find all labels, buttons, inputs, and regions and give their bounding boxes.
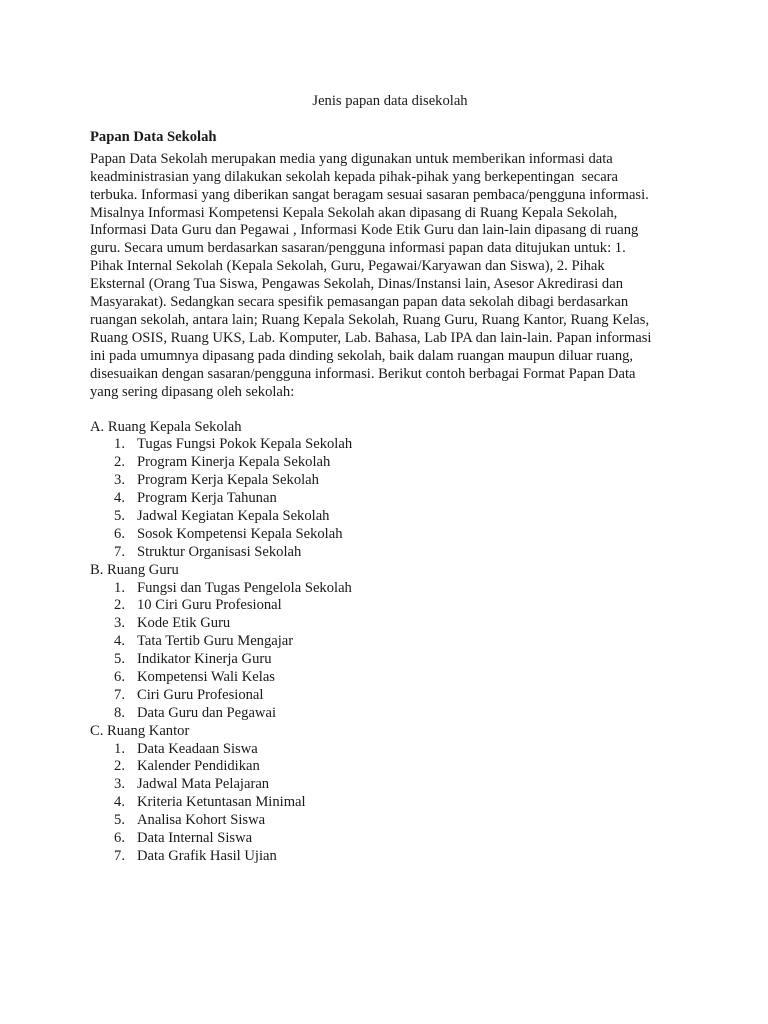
list-item [90, 508, 690, 526]
list-item [90, 741, 690, 759]
list-item [90, 526, 690, 544]
intro-line: terbuka. Informasi yang diberikan sangat beragam sesuai sasaran pembaca/pengguna informasi. [90, 186, 649, 203]
room-item-list [90, 580, 690, 723]
list-item-number: 7. [114, 686, 125, 703]
list-item-text: Analisa Kohort Siswa [137, 812, 266, 829]
list-item-text: Kode Etik Guru [137, 615, 231, 632]
list-item-text: Fungsi dan Tugas Pengelola Sekolah [137, 579, 352, 596]
list-item-number: 3. [114, 615, 125, 632]
list-item-number: 1. [114, 436, 125, 453]
list-item [90, 472, 690, 490]
intro-line: Informasi Data Guru dan Pegawai , Informasi Kode Etik Guru dan lain-lain dipasang di ruang [90, 222, 639, 239]
list-item-number: 6. [114, 525, 125, 542]
list-item-number: 7. [114, 543, 125, 560]
list-item-text: Tugas Fungsi Pokok Kepala Sekolah [137, 436, 353, 453]
intro-line: disesuaikan dengan sasaran/pengguna informasi. Berikut contoh berbagai Format Papan Data [90, 365, 636, 382]
list-item [90, 848, 690, 866]
intro-line: yang sering dipasang oleh sekolah: [90, 383, 295, 400]
document-title: Jenis papan data disekolah [312, 93, 468, 109]
intro-line: ini pada umumnya dipasang pada dinding sekolah, baik dalam ruangan maupun diluar ruang, [90, 347, 634, 364]
list-item-number: 6. [114, 669, 125, 685]
list-item-text: 10 Ciri Guru Profesional [137, 597, 282, 614]
list-item-text: Ciri Guru Profesional [137, 686, 264, 703]
list-item-text: Struktur Organisasi Sekolah [137, 543, 302, 560]
list-item-text: Data Guru dan Pegawai [137, 704, 276, 721]
list-item [90, 436, 690, 454]
list-item-text: Kriteria Ketuntasan Minimal [137, 794, 306, 811]
list-item [90, 454, 690, 472]
list-item-number: 3. [114, 776, 125, 793]
room-group-title: A. Ruang Kepala Sekolah [90, 418, 242, 435]
list-item-number: 4. [114, 794, 125, 811]
intro-line: ruangan sekolah, antara lain; Ruang Kepala Sekolah, Ruang Guru, Ruang Kantor, Ruang Kelas, [90, 311, 650, 328]
list-item [90, 544, 690, 562]
room-item-list [90, 436, 690, 561]
list-item [90, 651, 690, 669]
list-item [90, 830, 690, 848]
list-item-text: Jadwal Kegiatan Kepala Sekolah [137, 507, 330, 524]
document-page [90, 93, 690, 866]
list-item-number: 8. [114, 704, 125, 721]
intro-line: Misalnya Informasi Kompetensi Kepala Sekolah akan dipasang di Ruang Kepala Sekolah, [90, 204, 618, 221]
list-item-number: 1. [114, 579, 125, 596]
list-item-text: Data Internal Siswa [137, 830, 253, 847]
list-item-text: Tata Tertib Guru Mengajar [137, 633, 294, 650]
list-item-number: 2. [114, 597, 125, 614]
list-item-text: Program Kinerja Kepala Sekolah [137, 454, 331, 471]
room-group-title: C. Ruang Kantor [90, 722, 190, 739]
list-item-number: 1. [114, 740, 125, 757]
list-item-text: Kompetensi Wali Kelas [137, 669, 275, 685]
list-item [90, 615, 690, 633]
intro-paragraph [90, 151, 690, 402]
list-item [90, 812, 690, 830]
list-item [90, 669, 690, 687]
list-item-number: 7. [114, 847, 125, 864]
list-item-number: 5. [114, 507, 125, 524]
list-item-text: Program Kerja Tahunan [137, 490, 277, 507]
list-item-text: Program Kerja Kepala Sekolah [137, 472, 319, 489]
list-item [90, 490, 690, 508]
room-item-list [90, 741, 690, 866]
room-groups [90, 419, 690, 866]
list-item-number: 4. [114, 490, 125, 507]
list-item [90, 633, 690, 651]
list-item [90, 705, 690, 723]
list-item [90, 758, 690, 776]
list-item [90, 794, 690, 812]
list-item-number: 2. [114, 454, 125, 471]
section-heading: Papan Data Sekolah [90, 128, 217, 145]
list-item-text: Jadwal Mata Pelajaran [137, 776, 270, 793]
intro-line: Papan Data Sekolah merupakan media yang digunakan untuk memberikan informasi data [90, 150, 613, 167]
list-item-text: Data Keadaan Siswa [137, 740, 258, 757]
intro-line: Eksternal (Orang Tua Siswa, Pengawas Sekolah, Dinas/Instansi lain, Asesor Akredirasi dan [90, 276, 623, 293]
list-item-number: 3. [114, 472, 125, 489]
list-item [90, 597, 690, 615]
list-item [90, 580, 690, 598]
list-item [90, 687, 690, 705]
list-item-number: 5. [114, 812, 125, 829]
intro-line: keadministrasian yang dilakukan sekolah kepada pihak-pihak yang berkepentingan secara [90, 168, 619, 185]
list-item [90, 776, 690, 794]
list-item-number: 5. [114, 651, 125, 668]
intro-line: Pihak Internal Sekolah (Kepala Sekolah, Guru, Pegawai/Karyawan dan Siswa), 2. Pihak [90, 258, 605, 275]
intro-line: Masyarakat). Sedangkan secara spesifik pemasangan papan data sekolah dibagi berdasarkan [90, 294, 629, 311]
intro-line: Ruang OSIS, Ruang UKS, Lab. Komputer, Lab. Bahasa, Lab IPA dan lain-lain. Papan informasi [90, 329, 652, 346]
list-item-text: Kalender Pendidikan [137, 758, 260, 775]
list-item-number: 6. [114, 830, 125, 847]
list-item-number: 2. [114, 758, 125, 775]
list-item-text: Data Grafik Hasil Ujian [137, 847, 277, 864]
list-item-number: 4. [114, 633, 125, 650]
list-item-text: Sosok Kompetensi Kepala Sekolah [137, 525, 343, 542]
intro-line: guru. Secara umum berdasarkan sasaran/pengguna informasi papan data ditujukan untuk: 1. [90, 240, 626, 257]
room-group-title: B. Ruang Guru [90, 561, 179, 578]
list-item-text: Indikator Kinerja Guru [137, 651, 272, 668]
